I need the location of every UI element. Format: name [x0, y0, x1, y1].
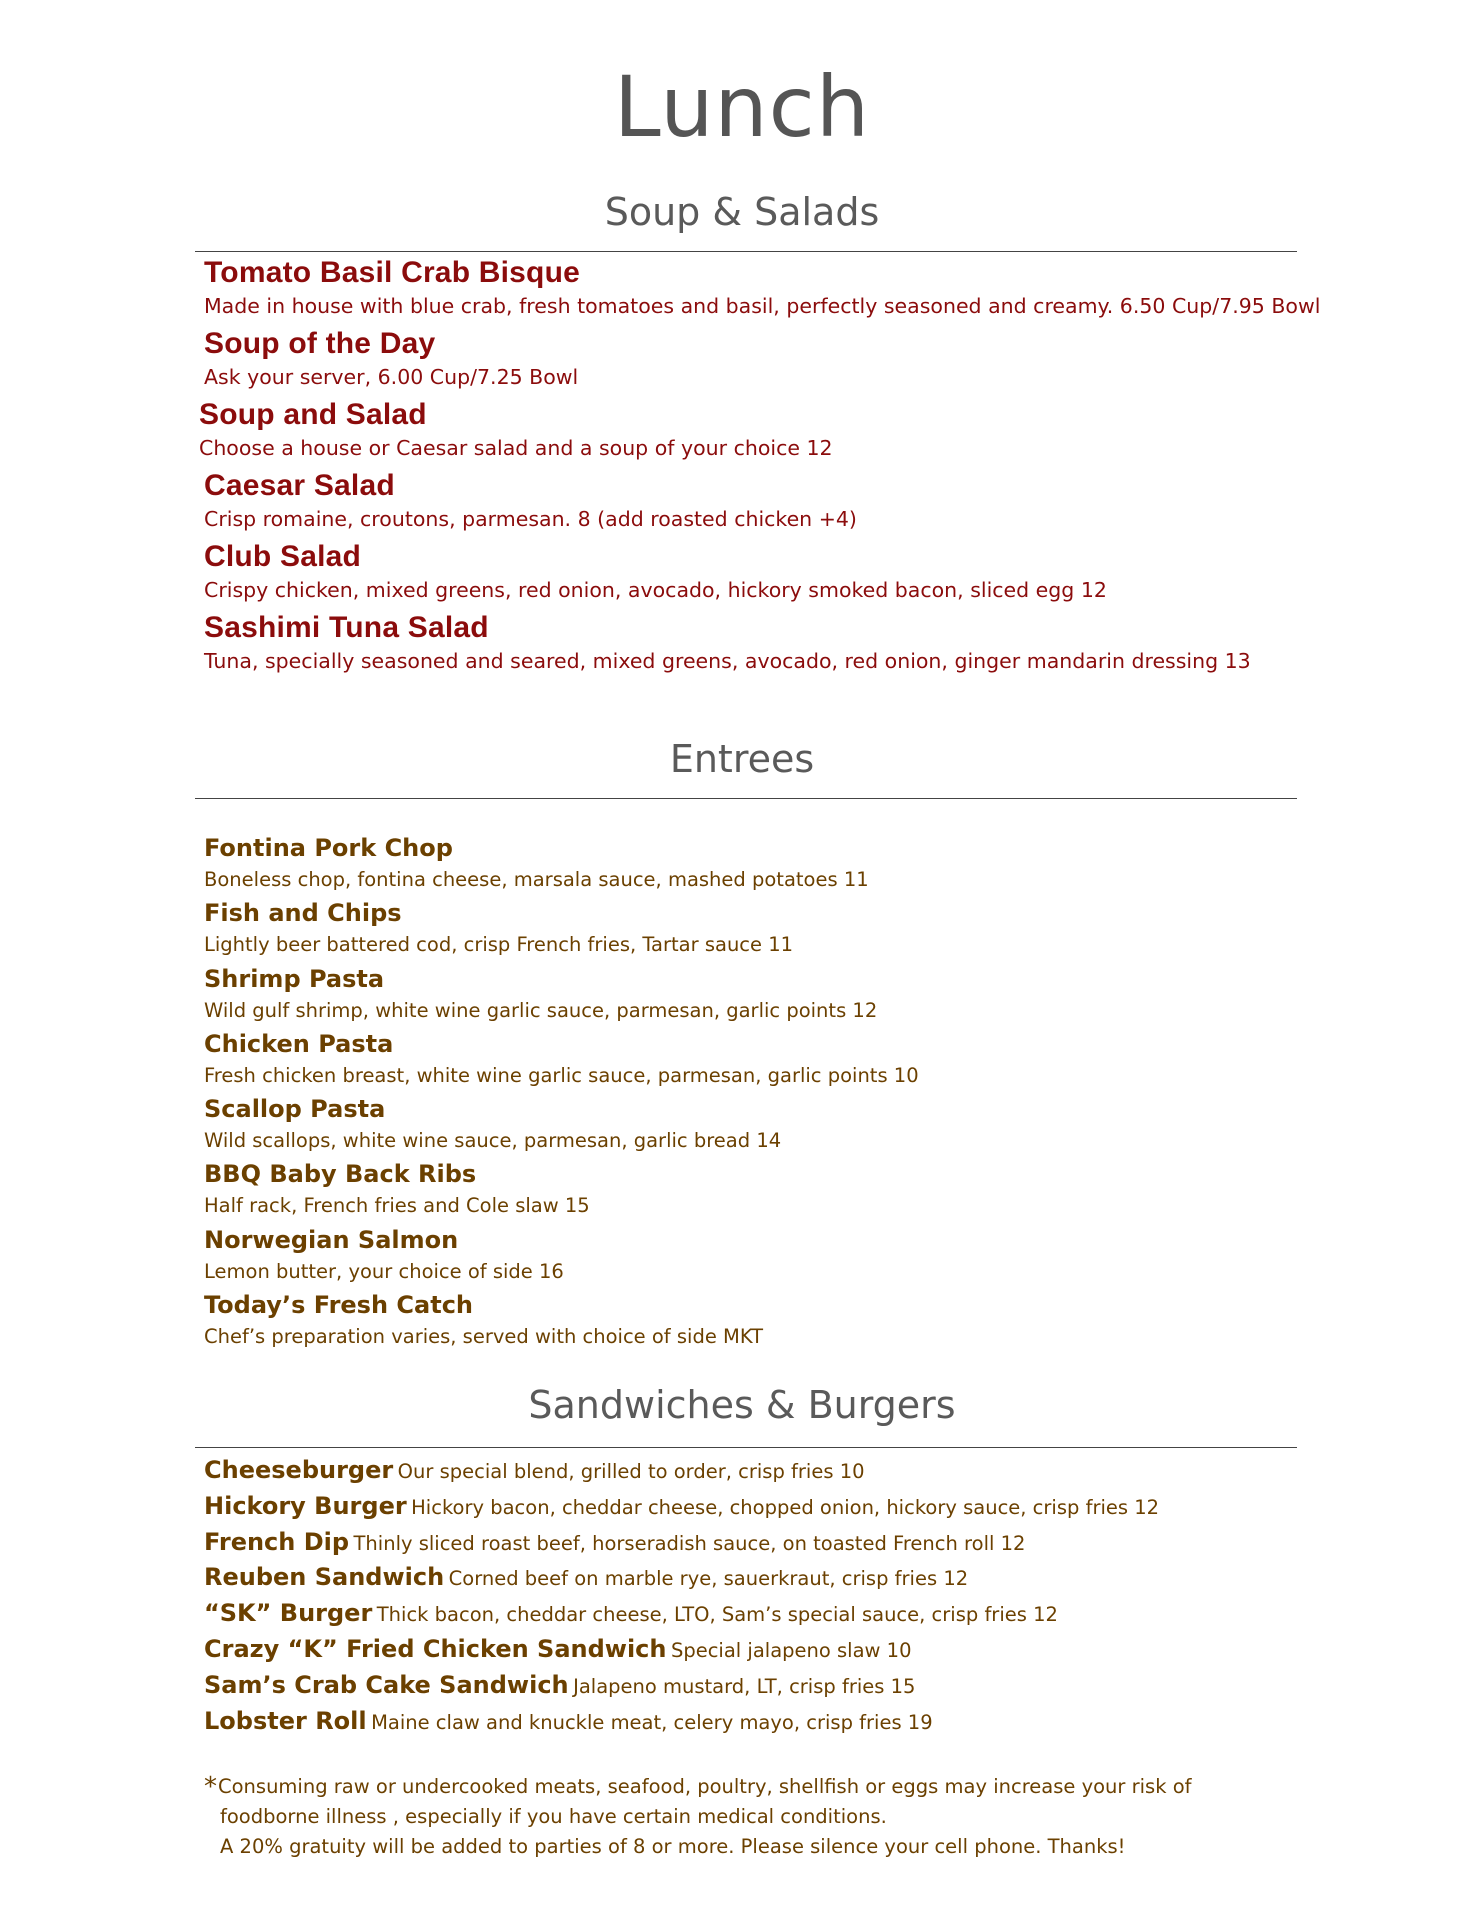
sandwiches-list — [204, 1452, 1304, 1738]
item-name: Club Salad — [204, 540, 362, 573]
footnote — [204, 1772, 1304, 1862]
item-name: Norwegian Salmon — [204, 1225, 459, 1254]
menu-item — [204, 539, 1304, 610]
item-description: Thick bacon, cheddar cheese, LTO, Sam’s special sauce, crisp fries 12 — [376, 1603, 1058, 1627]
section-divider — [195, 1447, 1297, 1448]
item-description: Jalapeno mustard, LT, crisp fries 15 — [573, 1674, 916, 1698]
item-description: Boneless chop, fontina cheese, marsala sauce, mashed potatoes 11 — [204, 868, 869, 891]
menu-item — [204, 1027, 1304, 1092]
menu-item — [204, 1595, 1304, 1631]
menu-item — [204, 1703, 1304, 1739]
menu-item — [204, 1559, 1304, 1595]
item-name: Fish and Chips — [204, 899, 402, 928]
menu-item — [204, 610, 1304, 681]
item-name: Cheeseburger — [204, 1456, 394, 1484]
item-description: Fresh chicken breast, white wine garlic sauce, parmesan, garlic points 10 — [204, 1063, 919, 1087]
menu-item — [204, 962, 1304, 1027]
menu-item — [204, 255, 1321, 326]
item-name: Fontina Pork Chop — [204, 834, 453, 862]
item-description: Crispy chicken, mixed greens, red onion, avocado, hickory smoked bacon, sliced egg 12 — [204, 578, 1107, 602]
item-name: Tomato Basil Crab Bisque — [204, 256, 580, 289]
menu-item — [204, 1157, 1304, 1222]
menu-item — [204, 1524, 1304, 1560]
item-description: Lemon butter, your choice of side 16 — [204, 1259, 564, 1283]
footnote-text: Consuming raw or undercooked meats, seafood, poultry, shellfish or eggs may increase your risk of — [218, 1775, 1192, 1798]
menu-item — [204, 896, 1304, 961]
section-divider — [195, 798, 1297, 799]
footnote-line — [204, 1772, 1304, 1802]
item-name: French Dip — [204, 1527, 350, 1556]
item-description: Choose a house or Caesar salad and a soup of your choice 12 — [199, 436, 833, 460]
item-name: Scallop Pasta — [204, 1095, 386, 1124]
item-description: Half rack, French fries and Cole slaw 15 — [204, 1194, 590, 1218]
item-name: Soup and Salad — [199, 398, 427, 431]
item-description: Corned beef on marble rye, sauerkraut, crisp fries 12 — [448, 1567, 969, 1591]
section-heading-entrees: Entrees — [669, 737, 815, 781]
menu-item — [204, 1667, 1304, 1703]
item-description: Lightly beer battered cod, crisp French fries, Tartar sauce 11 — [204, 933, 794, 957]
item-name: Soup of the Day — [204, 327, 436, 360]
item-description: Made in house with blue crab, fresh tomatoes and basil, perfectly seasoned and creamy. 6.50 Cup/7.95 Bowl — [204, 294, 1321, 318]
item-description: Thinly sliced roast beef, horseradish sauce, on toasted French roll 12 — [353, 1531, 1026, 1555]
menu-item — [204, 1092, 1304, 1157]
item-name: “SK” Burger — [204, 1599, 373, 1628]
item-name: Sam’s Crab Cake Sandwich — [204, 1670, 569, 1699]
item-description: Our special blend, grilled to order, crisp fries 10 — [397, 1460, 865, 1483]
page-title: Lunch — [613, 58, 871, 156]
item-name: Reuben Sandwich — [204, 1563, 445, 1592]
soups-list — [199, 255, 1321, 681]
menu-item — [204, 326, 1304, 397]
item-name: BBQ Baby Back Ribs — [204, 1160, 477, 1189]
menu-item — [204, 1223, 1304, 1288]
section-heading-sandwiches: Sandwiches & Burgers — [528, 1383, 956, 1427]
item-name: Sashimi Tuna Salad — [204, 611, 489, 644]
menu-item — [204, 1488, 1304, 1524]
item-name: Lobster Roll — [204, 1706, 367, 1735]
gratuity-note: A 20% gratuity will be added to parties of 8 or more. Please silence your cell phone. Thanks! — [220, 1835, 1126, 1858]
item-description: Special jalapeno slaw 10 — [670, 1638, 912, 1662]
item-name: Today’s Fresh Catch — [204, 1291, 474, 1320]
item-description: Chef’s preparation varies, served with choice of side MKT — [204, 1325, 764, 1349]
menu-item — [204, 831, 1304, 896]
menu-item — [204, 468, 1304, 539]
item-description: Hickory bacon, cheddar cheese, chopped onion, hickory sauce, crisp fries 12 — [411, 1495, 1160, 1519]
menu-item — [204, 1631, 1304, 1667]
menu-item — [204, 1288, 1304, 1353]
item-description: Maine claw and knuckle meat, celery mayo, crisp fries 19 — [371, 1710, 933, 1734]
item-description: Wild gulf shrimp, white wine garlic sauce, parmesan, garlic points 12 — [204, 998, 878, 1022]
item-name: Hickory Burger — [204, 1491, 407, 1520]
item-name: Crazy “K” Fried Chicken Sandwich — [204, 1634, 667, 1663]
item-description: Tuna, specially seasoned and seared, mixed greens, avocado, red onion, ginger mandarin dressing 13 — [204, 649, 1251, 673]
asterisk: * — [204, 1772, 217, 1802]
item-description: Wild scallops, white wine sauce, parmesan, garlic bread 14 — [204, 1129, 782, 1153]
section-divider — [195, 251, 1297, 252]
item-name: Shrimp Pasta — [204, 964, 385, 993]
item-description: Crisp romaine, croutons, parmesan. 8 (add roasted chicken +4) — [204, 507, 857, 531]
section-heading-soups: Soup & Salads — [604, 190, 880, 234]
item-name: Caesar Salad — [204, 469, 395, 502]
footnote-line: foodborne illness , especially if you have certain medical conditions. — [220, 1805, 887, 1828]
item-name: Chicken Pasta — [204, 1029, 394, 1058]
menu-item — [199, 397, 1304, 468]
item-description: Ask your server, 6.00 Cup/7.25 Bowl — [204, 365, 579, 389]
entrees-list — [204, 831, 1304, 1353]
menu-item — [204, 1452, 1304, 1488]
